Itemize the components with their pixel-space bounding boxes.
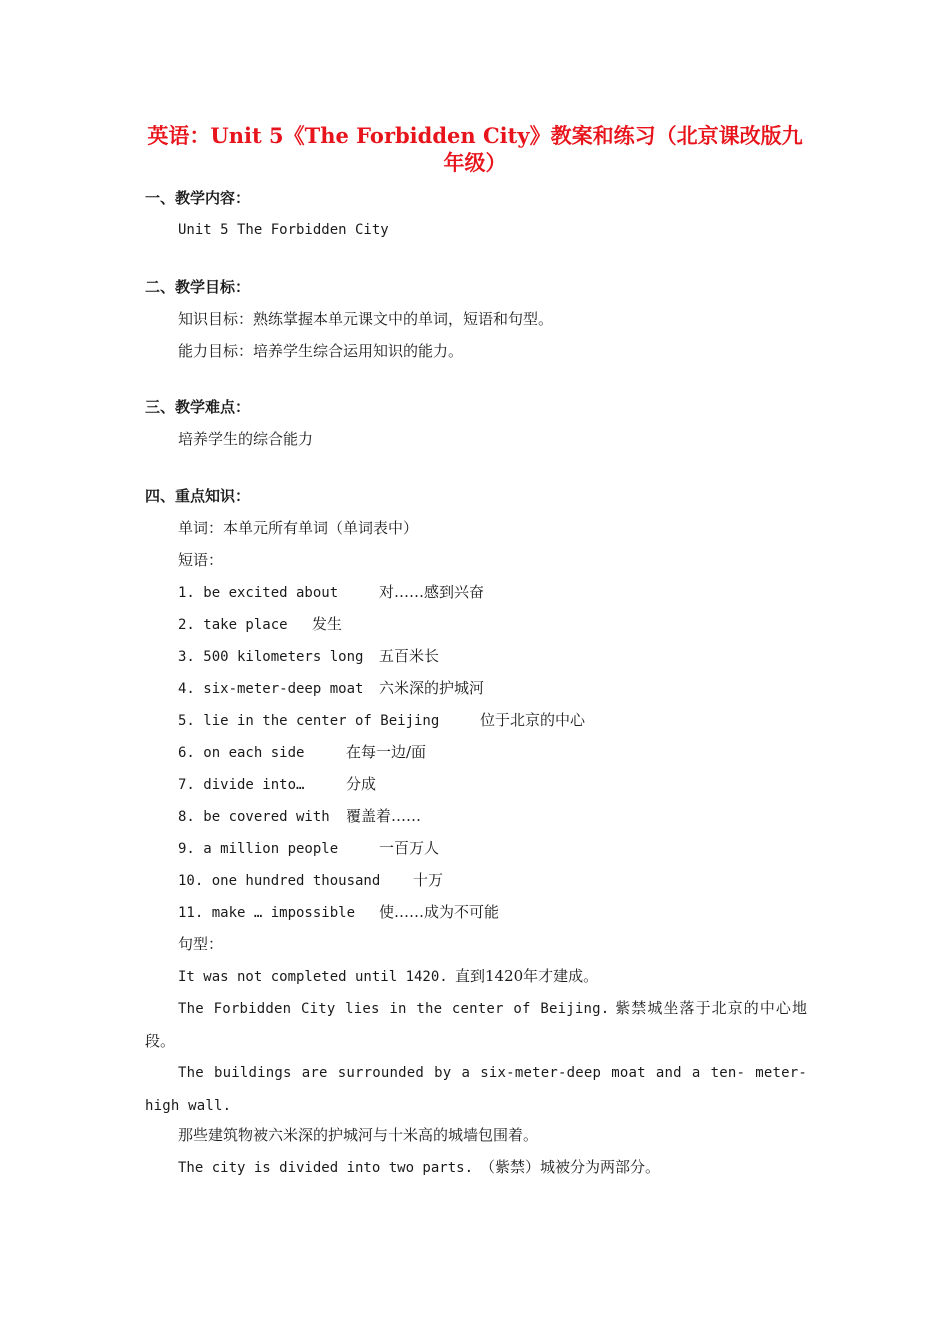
phrase-item: [178, 678, 818, 699]
phrase-chinese: 十万: [413, 871, 444, 889]
sentence-english: It was not completed until 1420.: [178, 969, 448, 985]
phrase-chinese: 使……成为不可能: [379, 903, 500, 921]
objective-ability: 能力目标：培养学生综合运用知识的能力。: [178, 342, 464, 360]
phrase-english: 6. on each side: [178, 745, 305, 761]
phrase-item: [178, 870, 818, 891]
section-heading-difficulty: 三、教学难点：: [145, 398, 251, 416]
phrase-item: [178, 806, 818, 827]
vocabulary-line: 单词：本单元所有单词（单词表中）: [178, 519, 419, 537]
phrase-english: 9. a million people: [178, 841, 339, 857]
section-heading-objectives: 二、教学目标：: [145, 278, 251, 296]
document-title: 英语：Unit 5《The Forbidden City》教案和练习（北京课改版九年级）: [147, 123, 803, 175]
phrase-english: 5. lie in the center of Beijing: [178, 713, 440, 729]
difficulty-line: 培养学生的综合能力: [178, 430, 314, 448]
phrase-item: [178, 838, 818, 859]
phrase-item: [178, 710, 818, 731]
phrase-item: [178, 582, 818, 603]
phrase-item: [178, 902, 818, 923]
phrase-chinese: 五百米长: [379, 647, 440, 665]
phrase-item: [178, 614, 818, 635]
sentence-english: The city is divided into two parts.: [178, 1160, 474, 1176]
phrase-english: 4. six-meter-deep moat: [178, 681, 364, 697]
phrase-chinese: 分成: [346, 775, 377, 793]
phrase-item: [178, 774, 818, 795]
sentence-english: The Forbidden City lies in the center of Beijing.: [178, 1001, 610, 1017]
phrase-english: 2. take place: [178, 617, 288, 633]
sentence-item: [145, 1056, 807, 1122]
phrase-english: 3. 500 kilometers long: [178, 649, 364, 665]
sentence-chinese: 紫禁城坐落于北京的中心地段。: [145, 999, 807, 1050]
phrase-english: 1. be excited about: [178, 585, 339, 601]
phrase-item: [178, 742, 818, 763]
phrase-english: 11. make … impossible: [178, 905, 356, 921]
sentence-item: [178, 1125, 818, 1145]
phrase-english: 8. be covered with: [178, 809, 330, 825]
section-heading-content: 一、教学内容：: [145, 189, 251, 207]
phrase-chinese: 一百万人: [379, 839, 440, 857]
sentence-item: [178, 1157, 818, 1178]
sentence-item: [145, 992, 807, 1057]
phrase-english: 10. one hundred thousand: [178, 873, 381, 889]
phrase-chinese: 位于北京的中心: [480, 711, 586, 729]
phrase-chinese: 在每一边/面: [346, 743, 427, 761]
phrase-chinese: 六米深的护城河: [379, 679, 485, 697]
section-content-line: Unit 5 The Forbidden City: [178, 222, 389, 238]
sentence-chinese: 那些建筑物被六米深的护城河与十米高的城墙包围着。: [178, 1126, 539, 1144]
sentence-item: [178, 966, 818, 987]
phrase-chinese: 覆盖着……: [346, 807, 422, 825]
sentences-label: 句型：: [178, 935, 224, 953]
section-heading-key-knowledge: 四、重点知识：: [145, 487, 251, 505]
sentence-chinese: （紫禁）城被分为两部分。: [480, 1158, 661, 1176]
sentence-english: The buildings are surrounded by a six-meter-deep moat and a ten- meter-high wall.: [145, 1065, 807, 1114]
phrase-chinese: 对……感到兴奋: [379, 583, 485, 601]
sentence-chinese: 直到1420年才建成。: [455, 967, 599, 985]
phrase-chinese: 发生: [312, 615, 343, 633]
phrases-label: 短语：: [178, 551, 224, 569]
phrase-item: [178, 646, 818, 667]
objective-knowledge: 知识目标：熟练掌握本单元课文中的单词，短语和句型。: [178, 310, 554, 328]
phrase-english: 7. divide into…: [178, 777, 305, 793]
